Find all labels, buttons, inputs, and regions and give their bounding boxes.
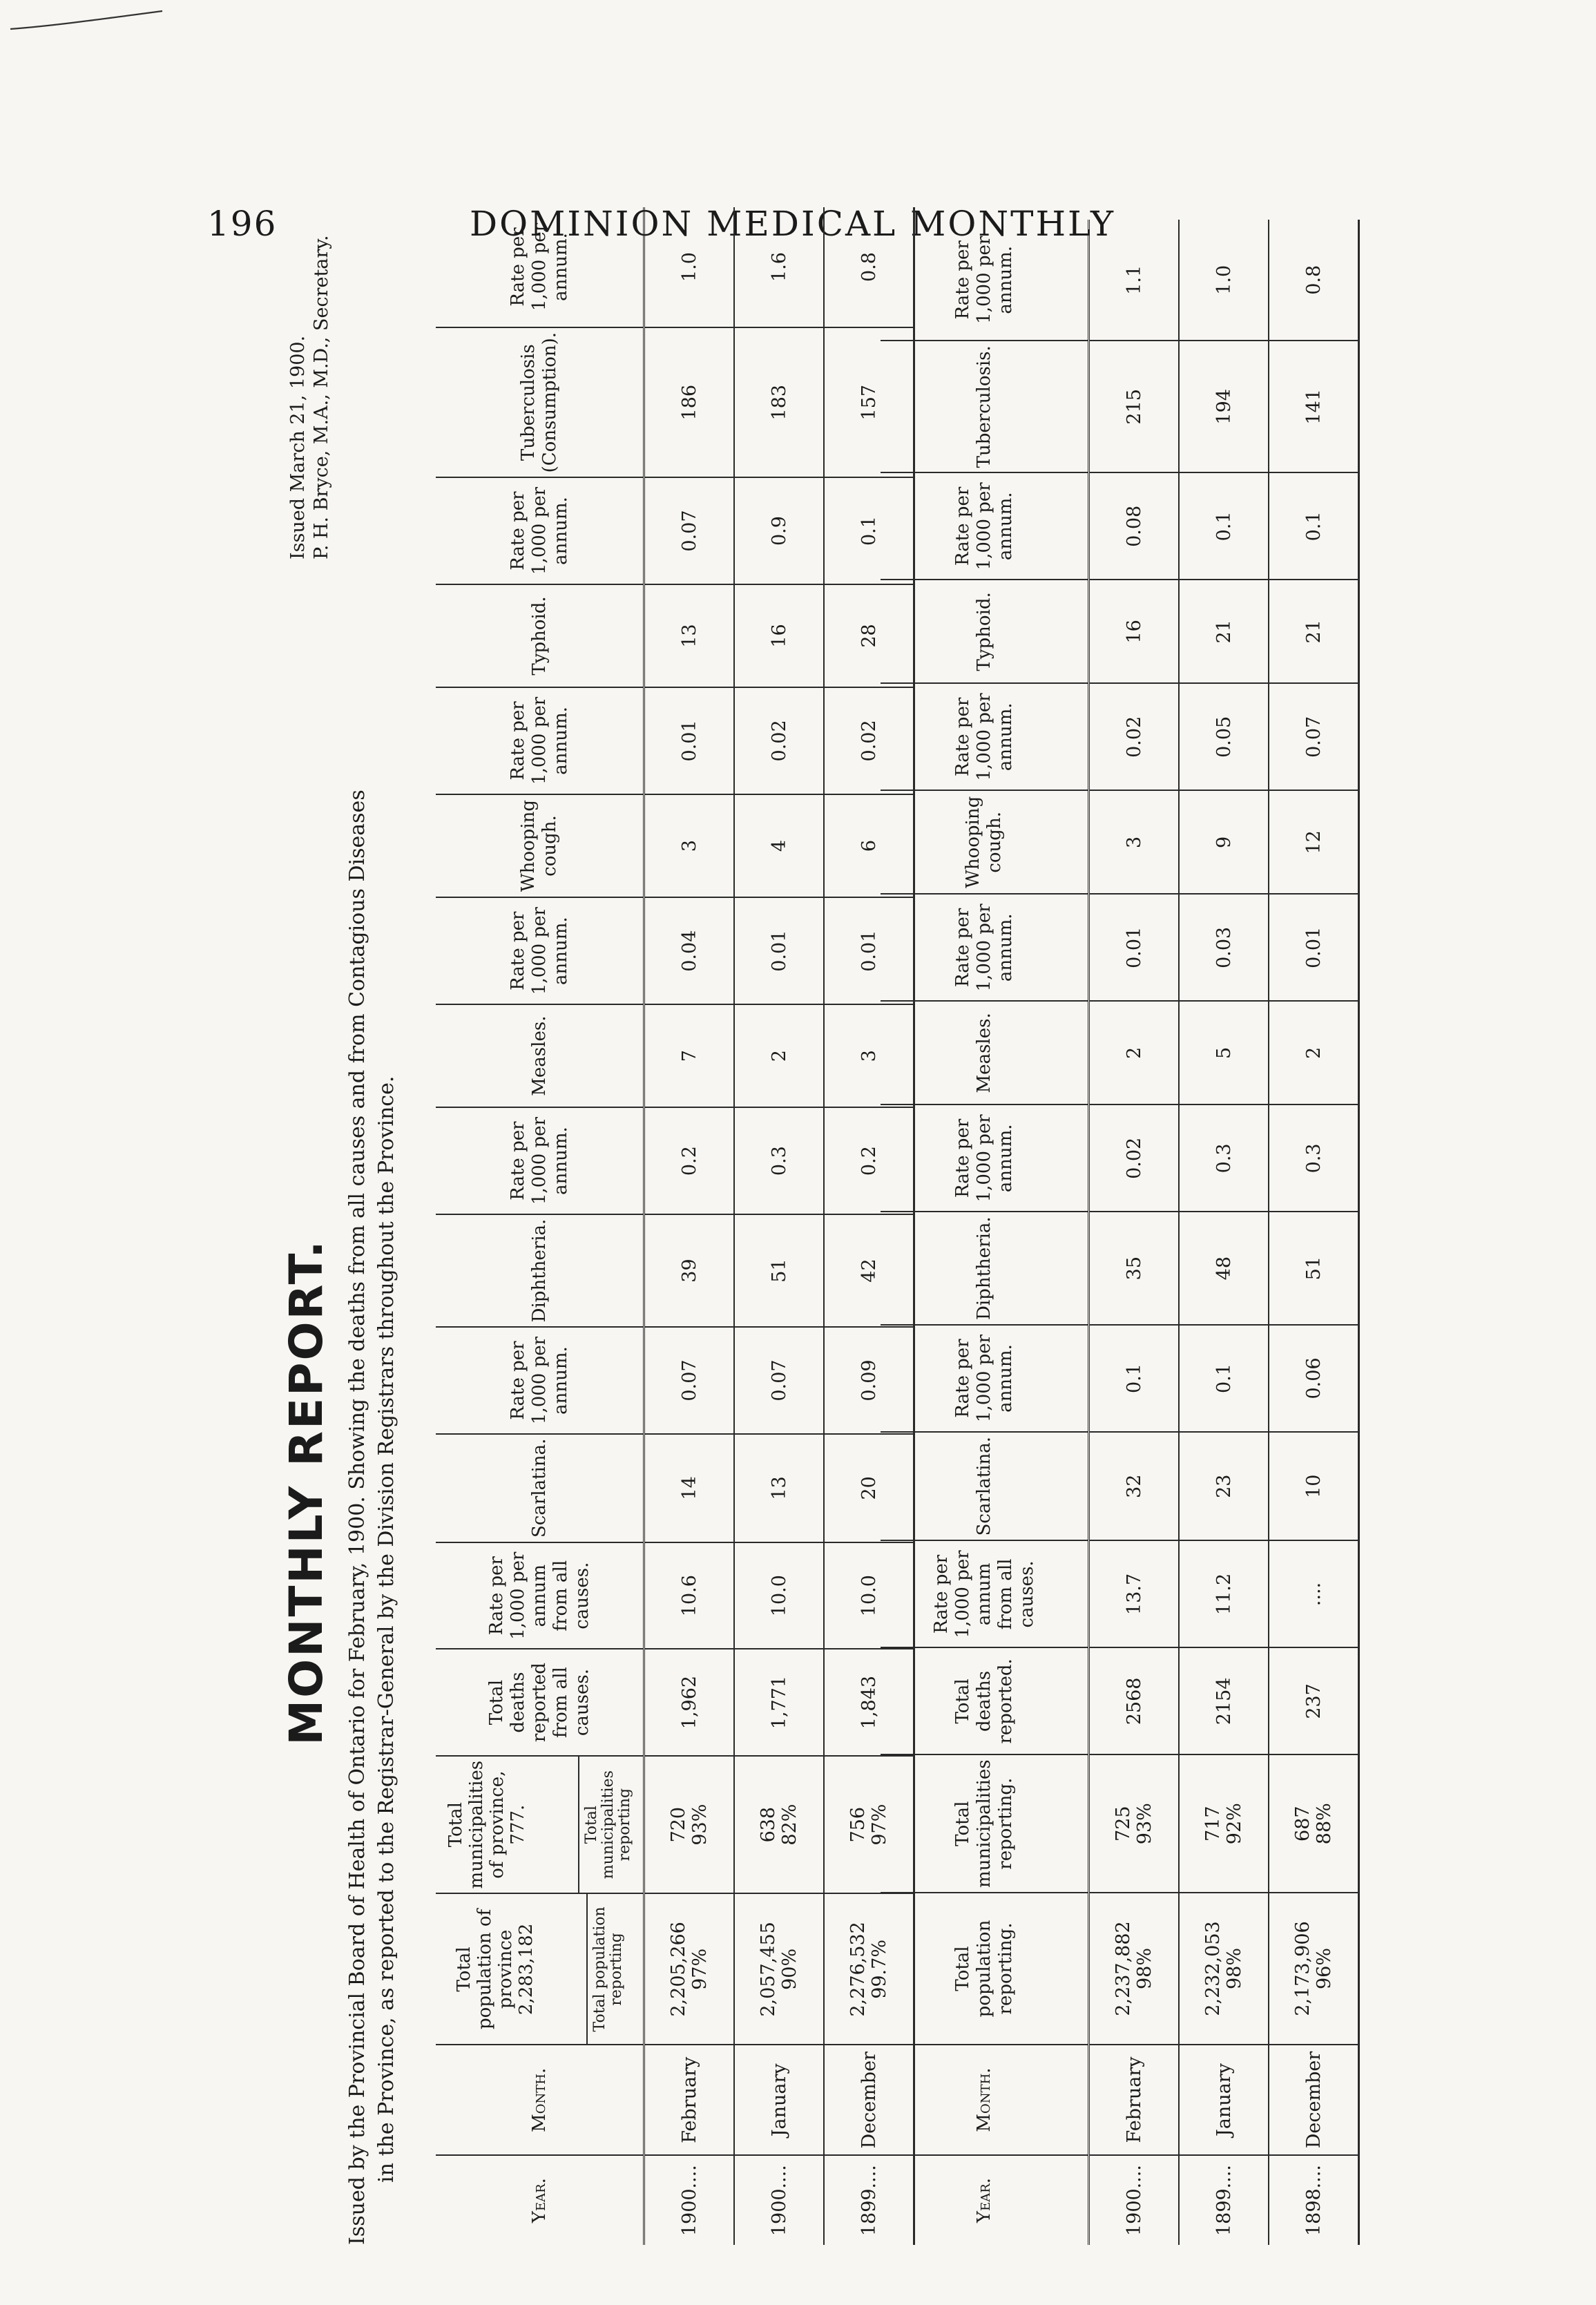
cell-whooping: 3: [644, 794, 735, 898]
col-measles: Measles.: [436, 1004, 644, 1108]
cell-rate-all: 10.0: [734, 1542, 824, 1649]
col-scarlatina: Scarlatina.: [436, 1434, 644, 1542]
cell-rate-diphtheria: 0.3: [1179, 1104, 1269, 1212]
table-header-row: [436, 207, 644, 2245]
table-row: [734, 207, 824, 2245]
cell-population: [644, 1893, 735, 2045]
cell-population: [1179, 1893, 1269, 2045]
col-municipalities: Total municipalities reporting.: [881, 1754, 1089, 1893]
col-rate-tuberculosis: Rate per 1,000 per annum.: [881, 220, 1089, 341]
cell-rate-whooping: 0.02: [1089, 683, 1180, 790]
cell-rate-tuberculosis: 1.6: [734, 207, 824, 327]
cell-year: 1898....: [1269, 2155, 1359, 2245]
col-population-total: Total population of province 2,283,182: [450, 1894, 588, 2044]
cell-rate-measles: 0.03: [1179, 894, 1269, 1001]
cell-rate-measles: 0.01: [824, 898, 914, 1004]
cell-measles: 2: [1089, 1001, 1180, 1104]
description-line-2: in the Province, as reported to the Registrar-General by the Division Registrars throughout the Province.: [374, 1075, 398, 2183]
col-rate-scarlatina: Rate per 1,000 per annum.: [881, 1325, 1089, 1432]
cell-municipalities-pct: 97%: [869, 1804, 890, 1846]
cell-diphtheria: 42: [824, 1214, 914, 1328]
cell-scarlatina: 13: [734, 1434, 824, 1542]
cell-municipalities-value: 756: [847, 1806, 869, 1843]
table-row: [1179, 220, 1269, 2245]
cell-rate-diphtheria: 0.2: [644, 1107, 735, 1214]
col-rate-whooping: Rate per 1,000 per annum.: [881, 683, 1089, 790]
table-row: [644, 207, 735, 2245]
col-rate-typhoid: Rate per 1,000 per annum.: [436, 477, 644, 584]
col-municipalities: [436, 1756, 644, 1894]
cell-deaths: 1,771: [734, 1649, 824, 1756]
cell-rate-tuberculosis: 0.8: [824, 207, 914, 327]
cell-typhoid: 13: [644, 584, 735, 688]
cell-month: December: [1269, 2045, 1359, 2155]
cell-population-pct: 96%: [1314, 1948, 1335, 1990]
cell-rate-tuberculosis: 1.0: [644, 207, 735, 327]
cell-tuberculosis: 186: [644, 327, 735, 477]
col-tuberculosis: Tuberculosis.: [881, 341, 1089, 472]
cell-municipalities-value: 638: [758, 1806, 779, 1843]
table-row: [1269, 220, 1359, 2245]
cell-typhoid: 21: [1269, 580, 1359, 683]
cell-rate-typhoid: 0.1: [1179, 472, 1269, 580]
cell-diphtheria: 51: [734, 1214, 824, 1328]
col-whooping: Whooping cough.: [436, 794, 644, 898]
cell-diphtheria: 51: [1269, 1212, 1359, 1325]
cell-municipalities-value: 725: [1113, 1806, 1134, 1842]
cell-year: 1900....: [734, 2155, 824, 2245]
cell-rate-typhoid: 0.1: [824, 477, 914, 584]
cell-municipalities-value: 717: [1202, 1806, 1224, 1842]
cell-rate-typhoid: 0.1: [1269, 472, 1359, 580]
cell-population-value: 2,173,906: [1292, 1921, 1314, 2016]
cell-population-pct: 98%: [1134, 1948, 1155, 1990]
cell-municipalities: [1179, 1754, 1269, 1893]
cell-typhoid: 21: [1179, 580, 1269, 683]
journal-title: DOMINION MEDICAL MONTHLY: [470, 204, 1116, 244]
cell-year: 1899....: [824, 2155, 914, 2245]
col-rate-measles: Rate per 1,000 per annum.: [436, 898, 644, 1004]
cell-population-pct: 90%: [779, 1948, 800, 1990]
cell-typhoid: 16: [1089, 580, 1180, 683]
cell-rate-all: 11.2: [1179, 1540, 1269, 1647]
cell-whooping: 6: [824, 794, 914, 898]
cell-tuberculosis: 141: [1269, 341, 1359, 472]
cell-tuberculosis: 215: [1089, 341, 1180, 472]
col-year: Year.: [881, 2155, 1089, 2245]
table-prior-year: [881, 220, 1360, 2245]
description-line-1: Issued by the Provincial Board of Health of Ontario for February, 1900. Showing the deaths from all causes and from Contagious Diseases: [345, 790, 369, 2245]
cell-month: February: [644, 2045, 735, 2155]
cell-population-value: 2,276,532: [847, 1922, 869, 2017]
cell-deaths: 1,962: [644, 1649, 735, 1756]
cell-population: [1089, 1893, 1180, 2045]
pencil-mark: [7, 8, 166, 36]
page-number: 196: [207, 204, 278, 244]
cell-whooping: 9: [1179, 790, 1269, 894]
cell-municipalities: [1089, 1754, 1180, 1893]
cell-diphtheria: 35: [1089, 1212, 1180, 1325]
cell-tuberculosis: 194: [1179, 341, 1269, 472]
col-year: Year.: [436, 2155, 644, 2245]
cell-diphtheria: 48: [1179, 1212, 1269, 1325]
cell-whooping: 4: [734, 794, 824, 898]
cell-municipalities-pct: 93%: [689, 1804, 711, 1846]
cell-population-pct: 99.7%: [869, 1940, 890, 1999]
cell-tuberculosis: 183: [734, 327, 824, 477]
cell-scarlatina: 32: [1089, 1432, 1180, 1540]
cell-population-value: 2,237,882: [1113, 1921, 1134, 2016]
cell-rate-tuberculosis: 1.1: [1089, 220, 1180, 341]
issued-date: Issued March 21, 1900.: [287, 335, 309, 559]
cell-municipalities: [1269, 1754, 1359, 1893]
cell-deaths: 237: [1269, 1647, 1359, 1754]
col-diphtheria: Diphtheria.: [436, 1214, 644, 1328]
cell-deaths: 1,843: [824, 1649, 914, 1756]
col-population-reporting: Total population reporting: [591, 1906, 625, 2032]
col-tuberculosis: Tuberculosis (Consumption).: [436, 327, 644, 477]
cell-municipalities-value: 687: [1292, 1806, 1314, 1842]
col-rate-diphtheria: Rate per 1,000 per annum.: [436, 1107, 644, 1214]
cell-rate-whooping: 0.07: [1269, 683, 1359, 790]
cell-measles: 2: [1269, 1001, 1359, 1104]
cell-rate-typhoid: 0.08: [1089, 472, 1180, 580]
rotated-report: [280, 207, 1357, 2245]
cell-measles: 3: [824, 1004, 914, 1108]
cell-municipalities: [644, 1756, 735, 1894]
cell-scarlatina: 20: [824, 1434, 914, 1542]
col-population: Total population reporting.: [881, 1893, 1089, 2045]
cell-municipalities-pct: 82%: [779, 1804, 800, 1846]
cell-rate-all: 13.7: [1089, 1540, 1180, 1647]
cell-measles: 2: [734, 1004, 824, 1108]
cell-rate-whooping: 0.05: [1179, 683, 1269, 790]
cell-typhoid: 28: [824, 584, 914, 688]
table-row: [1089, 220, 1180, 2245]
cell-rate-all: 10.6: [644, 1542, 735, 1649]
cell-population-value: 2,057,455: [758, 1922, 779, 2017]
cell-month: January: [734, 2045, 824, 2155]
cell-rate-scarlatina: 0.07: [734, 1327, 824, 1433]
cell-scarlatina: 10: [1269, 1432, 1359, 1540]
cell-population-pct: 97%: [689, 1948, 711, 1990]
cell-typhoid: 16: [734, 584, 824, 688]
col-typhoid: Typhoid.: [881, 580, 1089, 683]
cell-population-value: 2,232,053: [1202, 1921, 1224, 2016]
cell-rate-measles: 0.01: [734, 898, 824, 1004]
cell-rate-typhoid: 0.9: [734, 477, 824, 584]
cell-rate-tuberculosis: 1.0: [1179, 220, 1269, 341]
report-description: [343, 207, 401, 2245]
cell-rate-scarlatina: 0.09: [824, 1327, 914, 1433]
cell-rate-scarlatina: 0.1: [1179, 1325, 1269, 1432]
col-rate-typhoid: Rate per 1,000 per annum.: [881, 472, 1089, 580]
cell-month: February: [1089, 2045, 1180, 2155]
cell-whooping: 3: [1089, 790, 1180, 894]
col-deaths: Total deaths reported from all causes.: [436, 1649, 644, 1756]
cell-scarlatina: 23: [1179, 1432, 1269, 1540]
col-month: Month.: [881, 2045, 1089, 2155]
cell-municipalities-value: 720: [668, 1806, 689, 1843]
col-rate-measles: Rate per 1,000 per annum.: [881, 894, 1089, 1001]
table-header-row: [881, 220, 1089, 2245]
col-rate-tuberculosis: Rate per 1,000 per annum.: [436, 207, 644, 327]
cell-rate-scarlatina: 0.1: [1089, 1325, 1180, 1432]
cell-population: [1269, 1893, 1359, 2045]
col-rate-scarlatina: Rate per 1,000 per annum.: [436, 1327, 644, 1433]
cell-deaths: 2154: [1179, 1647, 1269, 1754]
cell-population: [734, 1893, 824, 2045]
report-title: MONTHLY REPORT.: [280, 1238, 333, 1746]
col-rate-whooping: Rate per 1,000 per annum.: [436, 687, 644, 794]
secretary: P. H. Bryce, M.A., M.D., Secretary.: [311, 235, 332, 559]
cell-rate-measles: 0.01: [1269, 894, 1359, 1001]
cell-whooping: 12: [1269, 790, 1359, 894]
cell-diphtheria: 39: [644, 1214, 735, 1328]
cell-population-value: 2,205,266: [668, 1922, 689, 2017]
cell-rate-scarlatina: 0.06: [1269, 1325, 1359, 1432]
col-rate-all: Rate per 1,000 per annum from all causes.: [436, 1542, 644, 1649]
cell-month: December: [824, 2045, 914, 2155]
col-rate-diphtheria: Rate per 1,000 per annum.: [881, 1104, 1089, 1212]
col-measles: Measles.: [881, 1001, 1089, 1104]
cell-rate-whooping: 0.02: [824, 687, 914, 794]
cell-scarlatina: 14: [644, 1434, 735, 1542]
cell-year: 1899....: [1179, 2155, 1269, 2245]
cell-year: 1900....: [644, 2155, 735, 2245]
cell-deaths: 2568: [1089, 1647, 1180, 1754]
cell-measles: 5: [1179, 1001, 1269, 1104]
cell-tuberculosis: 157: [824, 327, 914, 477]
cell-rate-measles: 0.01: [1089, 894, 1180, 1001]
col-typhoid: Typhoid.: [436, 584, 644, 688]
cell-rate-measles: 0.04: [644, 898, 735, 1004]
cell-rate-diphtheria: 0.3: [1269, 1104, 1359, 1212]
cell-year: 1900....: [1089, 2155, 1180, 2245]
cell-rate-all: 10.0: [824, 1542, 914, 1649]
cell-month: January: [1179, 2045, 1269, 2155]
cell-municipalities-pct: 88%: [1314, 1803, 1335, 1845]
col-municipalities-reporting: Total municipalities reporting: [583, 1770, 633, 1880]
cell-municipalities-pct: 92%: [1224, 1803, 1245, 1845]
col-deaths: Total deaths reported.: [881, 1647, 1089, 1754]
cell-rate-diphtheria: 0.2: [824, 1107, 914, 1214]
cell-rate-whooping: 0.02: [734, 687, 824, 794]
cell-rate-diphtheria: 0.02: [1089, 1104, 1180, 1212]
cell-municipalities: [734, 1756, 824, 1894]
col-municipalities-total: Total municipalities of province, 777.: [441, 1757, 579, 1893]
issued-block: [287, 214, 334, 559]
cell-population-pct: 98%: [1224, 1948, 1245, 1990]
col-population: [436, 1893, 644, 2045]
cell-rate-typhoid: 0.07: [644, 477, 735, 584]
cell-rate-diphtheria: 0.3: [734, 1107, 824, 1214]
cell-rate-scarlatina: 0.07: [644, 1327, 735, 1433]
cell-rate-tuberculosis: 0.8: [1269, 220, 1359, 341]
cell-municipalities-pct: 93%: [1134, 1803, 1155, 1845]
col-month: Month.: [436, 2045, 644, 2155]
cell-measles: 7: [644, 1004, 735, 1108]
col-diphtheria: Diphtheria.: [881, 1212, 1089, 1325]
cell-rate-all: ....: [1269, 1540, 1359, 1647]
cell-rate-whooping: 0.01: [644, 687, 735, 794]
col-whooping: Whooping cough.: [881, 790, 1089, 894]
col-scarlatina: Scarlatina.: [881, 1432, 1089, 1540]
table-current-period: [436, 207, 915, 2245]
col-rate-all: Rate per 1,000 per annum from all causes.: [881, 1540, 1089, 1647]
